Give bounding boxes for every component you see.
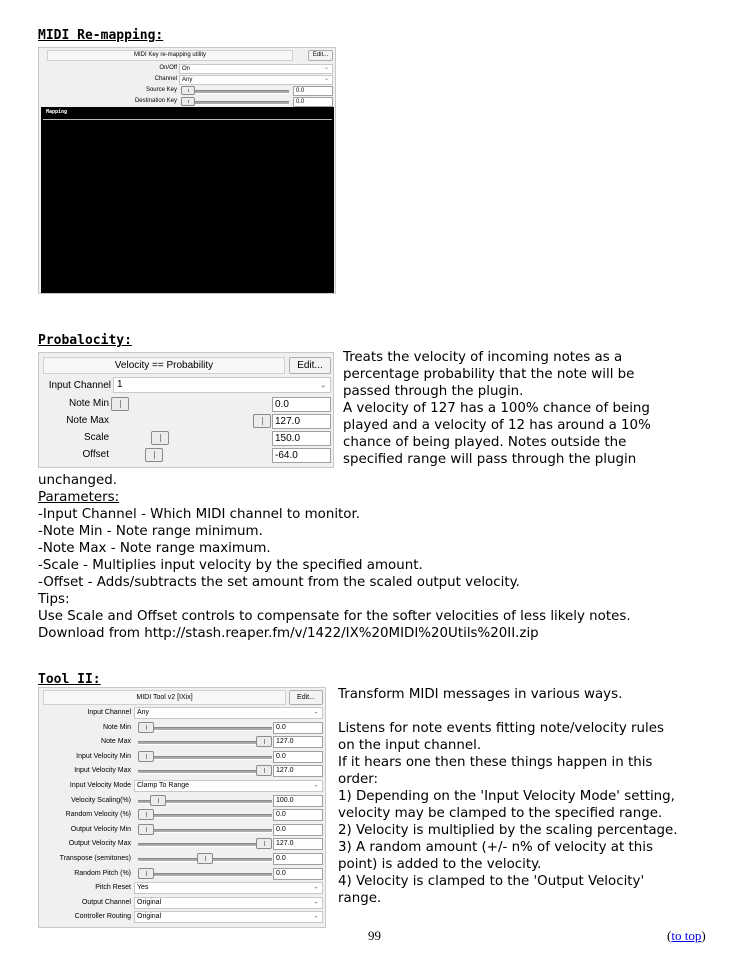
text-line: velocity may be clamped to the specified range. bbox=[338, 806, 663, 821]
note-max-label: Note Max bbox=[66, 415, 109, 426]
pitch-reset-value: Yes bbox=[137, 884, 149, 892]
output-velocity-max-value[interactable]: 127.0 bbox=[273, 838, 323, 850]
input-velocity-mode-value: Clamp To Range bbox=[137, 782, 190, 789]
text-line: Treats the velocity of incoming notes as a bbox=[343, 350, 623, 365]
text-line: percentage probability that the note will be bbox=[343, 367, 635, 382]
input-channel-value: Any bbox=[137, 709, 150, 716]
plugin-title: MIDI Key re-mapping utility bbox=[47, 50, 293, 61]
output-velocity-min-label: Output Velocity Min bbox=[70, 825, 131, 833]
text-line: specified range will pass through the plugin bbox=[343, 452, 637, 467]
output-velocity-min-slider-thumb[interactable] bbox=[138, 824, 154, 835]
to-top-paren-close: ) bbox=[701, 928, 706, 943]
text-line: Listens for note events fitting note/velocity rules bbox=[338, 721, 664, 736]
random-velocity-value[interactable]: 0.0 bbox=[273, 809, 323, 821]
input-velocity-max-slider-thumb[interactable] bbox=[256, 765, 272, 776]
destination-key-slider-thumb[interactable] bbox=[181, 97, 195, 106]
velocity-scaling-value[interactable]: 100.0 bbox=[273, 795, 323, 807]
page-number: 99 bbox=[368, 928, 381, 943]
offset-value[interactable]: -64.0 bbox=[272, 448, 331, 463]
velocity-scaling-label: Velocity Scaling(%) bbox=[71, 796, 131, 804]
on-off-label: On/Off bbox=[159, 65, 177, 71]
text-line: range. bbox=[338, 891, 382, 906]
chevron-down-icon: ⌄ bbox=[319, 379, 327, 390]
edit-button[interactable]: Edit... bbox=[289, 690, 323, 705]
source-key-slider-track[interactable] bbox=[181, 90, 289, 94]
scale-slider-thumb[interactable] bbox=[151, 431, 169, 445]
to-top bbox=[667, 928, 706, 944]
note-min-slider-thumb[interactable] bbox=[111, 397, 129, 411]
controller-routing-value: Original bbox=[137, 913, 162, 921]
note-max-slider-thumb[interactable] bbox=[256, 736, 272, 747]
random-velocity-slider-track[interactable] bbox=[138, 814, 272, 818]
text-line: 3) A random amount (+/- n% of velocity at this bbox=[338, 840, 653, 855]
probalocity-parameters-text bbox=[38, 472, 743, 642]
to-top-link[interactable]: to top bbox=[671, 928, 702, 943]
edit-button[interactable]: Edit... bbox=[289, 357, 331, 374]
output-velocity-max-label: Output Velocity Max bbox=[68, 840, 131, 848]
text-line: -Note Max - Note range maximum. bbox=[38, 541, 271, 556]
mapping-display bbox=[41, 107, 334, 293]
input-channel-label: Input Channel bbox=[48, 380, 111, 391]
text-line: 4) Velocity is clamped to the 'Output Velocity' bbox=[338, 874, 645, 889]
note-min-label: Note Min bbox=[102, 723, 131, 731]
transpose-semitones-slider-thumb[interactable] bbox=[197, 853, 213, 864]
destination-key-value[interactable]: 0.0 bbox=[293, 97, 333, 107]
text-line: -Input Channel - Which MIDI channel to monitor. bbox=[38, 507, 361, 522]
to-top-paren-open: ( bbox=[667, 928, 672, 943]
note-min-slider-track[interactable] bbox=[138, 727, 272, 731]
note-min-value[interactable]: 0.0 bbox=[273, 722, 323, 734]
input-velocity-mode-select[interactable] bbox=[134, 780, 323, 792]
text-line: Parameters: bbox=[38, 490, 120, 505]
text-line: 1) Depending on the 'Input Velocity Mode' setting, bbox=[338, 789, 675, 804]
output-velocity-max-slider-track[interactable] bbox=[138, 843, 272, 847]
source-key-value[interactable]: 0.0 bbox=[293, 86, 333, 96]
text-line: -Note Min - Note range minimum. bbox=[38, 524, 263, 539]
midi-tool-plugin-panel bbox=[38, 687, 326, 928]
input-velocity-max-label: Input Velocity Max bbox=[74, 767, 131, 775]
random-pitch-label: Random Pitch (%) bbox=[74, 869, 131, 877]
input-channel-select[interactable] bbox=[134, 707, 323, 719]
plugin-title: Velocity == Probability bbox=[43, 357, 285, 374]
chevron-down-icon: ⌄ bbox=[313, 708, 319, 716]
source-key-label: Source Key bbox=[145, 87, 177, 93]
input-velocity-max-slider-track[interactable] bbox=[138, 770, 272, 774]
velocity-scaling-slider-thumb[interactable] bbox=[150, 795, 166, 806]
input-velocity-max-value[interactable]: 127.0 bbox=[273, 765, 323, 777]
text-line bbox=[338, 703, 743, 720]
pitch-reset-select[interactable] bbox=[134, 882, 323, 894]
text-line: 2) Velocity is multiplied by the scaling percentage. bbox=[338, 823, 678, 838]
text-line: played and a velocity of 12 has around a 10% bbox=[343, 418, 651, 433]
section-heading-tool-ii: Tool II: bbox=[38, 672, 101, 687]
destination-key-label: Destination Key bbox=[134, 98, 177, 104]
on-off-value: On bbox=[182, 66, 191, 72]
output-channel-label: Output Channel bbox=[81, 898, 131, 906]
text-line: -Offset - Adds/subtracts the set amount from the scaled output velocity. bbox=[38, 575, 520, 590]
text-line: order: bbox=[338, 772, 378, 787]
note-max-slider-thumb[interactable] bbox=[253, 414, 271, 428]
tool-ii-description bbox=[338, 686, 743, 907]
offset-slider-thumb[interactable] bbox=[145, 448, 163, 462]
text-line: Transform MIDI messages in various ways. bbox=[338, 687, 623, 702]
scale-label: Scale bbox=[83, 432, 109, 443]
text-line: -Scale - Multiplies input velocity by the specified amount. bbox=[38, 558, 423, 573]
text-line: Use Scale and Offset controls to compensate for the softer velocities of less likely notes. bbox=[38, 609, 631, 624]
text-line: If it hears one then these things happen in this bbox=[338, 755, 653, 770]
note-max-value[interactable]: 127.0 bbox=[273, 736, 323, 748]
probalocity-description bbox=[343, 349, 743, 468]
output-velocity-max-slider-thumb[interactable] bbox=[256, 838, 272, 849]
plugin-title: MIDI Tool v2 [IXix] bbox=[43, 690, 286, 705]
edit-button[interactable]: Edit... bbox=[308, 50, 333, 61]
text-line: Download from http://stash.reaper.fm/v/1422/IX%20MIDI%20Utils%20II.zip bbox=[38, 626, 539, 641]
random-pitch-slider-thumb[interactable] bbox=[138, 868, 154, 879]
note-max-value[interactable]: 127.0 bbox=[272, 414, 331, 429]
output-velocity-min-value[interactable]: 0.0 bbox=[273, 824, 323, 836]
chevron-down-icon: ⌄ bbox=[323, 65, 329, 72]
channel-select[interactable] bbox=[179, 75, 333, 85]
mapping-divider bbox=[43, 119, 332, 120]
source-key-slider-thumb[interactable] bbox=[181, 86, 195, 95]
text-line: A velocity of 127 has a 100% chance of being bbox=[343, 401, 650, 416]
note-min-value[interactable]: 0.0 bbox=[272, 397, 331, 412]
random-velocity-slider-thumb[interactable] bbox=[138, 809, 154, 820]
random-velocity-label: Random Velocity (%) bbox=[65, 811, 131, 819]
output-velocity-min-slider-track[interactable] bbox=[138, 829, 272, 833]
text-line: point) is added to the velocity. bbox=[338, 857, 542, 872]
input-velocity-min-value[interactable]: 0.0 bbox=[273, 751, 323, 763]
offset-label: Offset bbox=[82, 449, 109, 460]
text-line: on the input channel. bbox=[338, 738, 482, 753]
section-heading-probalocity: Probalocity: bbox=[38, 333, 132, 348]
input-channel-select[interactable] bbox=[113, 377, 331, 393]
chevron-down-icon: ⌄ bbox=[313, 883, 319, 891]
controller-routing-label: Controller Routing bbox=[74, 913, 131, 921]
transpose-semitones-label: Transpose (semitones) bbox=[59, 855, 131, 862]
controller-routing-select[interactable] bbox=[134, 911, 323, 923]
input-velocity-min-label: Input Velocity Min bbox=[76, 752, 131, 760]
output-channel-value: Original bbox=[137, 898, 162, 906]
text-line: passed through the plugin. bbox=[343, 384, 524, 399]
input-velocity-min-slider-track[interactable] bbox=[138, 756, 272, 760]
scale-value[interactable]: 150.0 bbox=[272, 431, 331, 446]
on-off-select[interactable] bbox=[179, 64, 333, 74]
chevron-down-icon: ⌄ bbox=[313, 781, 319, 789]
chevron-down-icon: ⌄ bbox=[313, 912, 319, 920]
note-max-slider-track[interactable] bbox=[138, 741, 272, 745]
input-channel-label: Input Channel bbox=[87, 709, 131, 716]
random-pitch-slider-track[interactable] bbox=[138, 873, 272, 877]
midi-remap-plugin-panel bbox=[38, 47, 336, 294]
chevron-down-icon: ⌄ bbox=[313, 898, 319, 906]
note-min-slider-thumb[interactable] bbox=[138, 722, 154, 733]
chevron-down-icon: ⌄ bbox=[323, 76, 329, 83]
destination-key-slider-track[interactable] bbox=[181, 101, 289, 105]
transpose-semitones-value[interactable]: 0.0 bbox=[273, 853, 323, 865]
text-line: unchanged. bbox=[38, 473, 118, 488]
random-pitch-value[interactable]: 0.0 bbox=[273, 868, 323, 880]
mapping-label: Mapping bbox=[46, 109, 68, 115]
channel-label: Channel bbox=[154, 76, 177, 82]
input-velocity-min-slider-thumb[interactable] bbox=[138, 751, 154, 762]
section-heading-midi-remapping: MIDI Re-mapping: bbox=[38, 28, 164, 43]
note-min-label: Note Min bbox=[68, 398, 109, 409]
note-max-label: Note Max bbox=[101, 738, 131, 746]
channel-value: Any bbox=[182, 77, 193, 83]
pitch-reset-label: Pitch Reset bbox=[95, 884, 131, 892]
input-channel-value: 1 bbox=[117, 379, 123, 390]
text-line: chance of being played. Notes outside the bbox=[343, 435, 627, 450]
probalocity-plugin-panel bbox=[38, 352, 334, 468]
text-line: Tips: bbox=[38, 592, 70, 607]
output-channel-select[interactable] bbox=[134, 897, 323, 909]
input-velocity-mode-label: Input Velocity Mode bbox=[69, 782, 131, 789]
